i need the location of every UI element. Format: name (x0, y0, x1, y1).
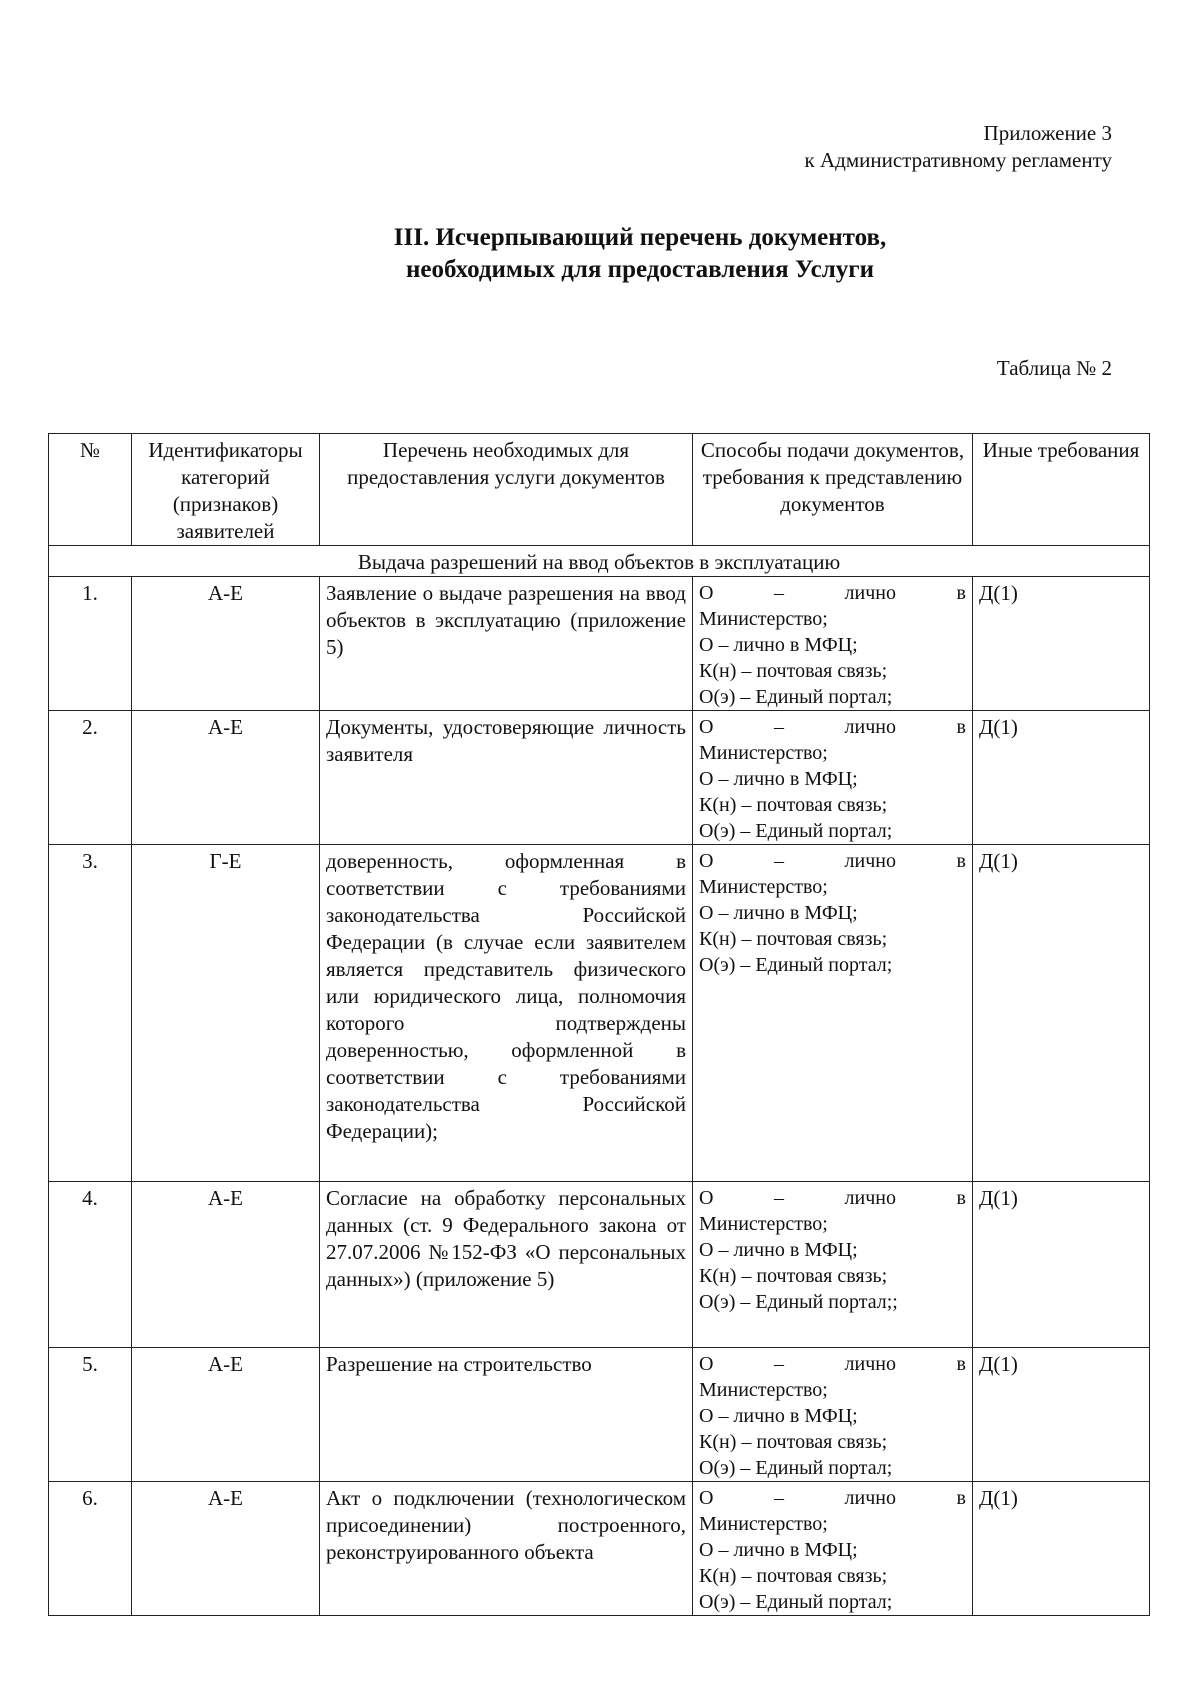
table-header-row (49, 434, 1150, 546)
section-title: Выдача разрешений на ввод объектов в эксплуатацию (49, 546, 1150, 577)
row-methods: О – лично в Министерство; О – лично в МФЦ; К(н) – почтовая связь; О(э) – Единый портал;; (693, 1182, 973, 1348)
row-other: Д(1) (973, 1482, 1150, 1616)
row-methods: О – лично в Министерство; О – лично в МФЦ; К(н) – почтовая связь; О(э) – Единый портал; (693, 1348, 973, 1482)
row-category: А-Е (132, 711, 320, 845)
row-category: А-Е (132, 1182, 320, 1348)
row-methods: О – лично в Министерство; О – лично в МФЦ; К(н) – почтовая связь; О(э) – Единый портал; (693, 577, 973, 711)
row-other: Д(1) (973, 1182, 1150, 1348)
column-header-methods: Способы подачи документов, требования к представлению документов (693, 434, 973, 546)
appendix-line-2: к Административному регламенту (804, 148, 1112, 172)
row-other: Д(1) (973, 845, 1150, 1182)
row-methods: О – лично в Министерство; О – лично в МФЦ; К(н) – почтовая связь; О(э) – Единый портал; (693, 1482, 973, 1616)
row-number: 2. (49, 711, 132, 845)
table-row (49, 1182, 1150, 1348)
row-number: 4. (49, 1182, 132, 1348)
table-row (49, 1482, 1150, 1616)
row-number: 3. (49, 845, 132, 1182)
table-row (49, 577, 1150, 711)
table-row (49, 711, 1150, 845)
row-document: Согласие на обработку персональных данных (ст. 9 Федерального закона от 27.07.2006 №152-ФЗ «О персональных данных») (приложение 5) (320, 1182, 693, 1348)
row-number: 1. (49, 577, 132, 711)
row-document: Заявление о выдаче разрешения на ввод объектов в эксплуатацию (приложение 5) (320, 577, 693, 711)
row-methods: О – лично в Министерство; О – лично в МФЦ; К(н) – почтовая связь; О(э) – Единый портал; (693, 711, 973, 845)
page-title (0, 222, 1200, 286)
row-other: Д(1) (973, 577, 1150, 711)
row-document: Документы, удостоверяющие личность заявителя (320, 711, 693, 845)
row-document: доверенность, оформленная в соответствии с требованиями законодательства Российской Федерации (в случае если заявителем является представитель физического или юридического лица, полномочия которого подтверждены доверенностью, оформленной в соответствии с требованиями законодательства Российской Федерации); (320, 845, 693, 1182)
table-row (49, 1348, 1150, 1482)
title-line-2: необходимых для предоставления Услуги (406, 256, 874, 283)
title-line-1: III. Исчерпывающий перечень документов, (393, 224, 887, 251)
column-header-categories: Идентификаторы категорий (признаков) заявителей (132, 434, 320, 546)
row-category: А-Е (132, 577, 320, 711)
row-document: Акт о подключении (технологическом присоединении) построенного, реконструированного объекта (320, 1482, 693, 1616)
column-header-number: № (49, 434, 132, 546)
row-other: Д(1) (973, 711, 1150, 845)
row-document: Разрешение на строительство (320, 1348, 693, 1482)
documents-table (48, 433, 1150, 1616)
table-number: Таблица № 2 (996, 356, 1112, 380)
row-number: 5. (49, 1348, 132, 1482)
row-category: А-Е (132, 1348, 320, 1482)
row-category: А-Е (132, 1482, 320, 1616)
section-row (49, 546, 1150, 577)
row-number: 6. (49, 1482, 132, 1616)
row-methods: О – лично в Министерство; О – лично в МФЦ; К(н) – почтовая связь; О(э) – Единый портал; (693, 845, 973, 1182)
row-other: Д(1) (973, 1348, 1150, 1482)
appendix-line-1: Приложение 3 (983, 121, 1112, 145)
column-header-other: Иные требования (973, 434, 1150, 546)
table-row (49, 845, 1150, 1182)
row-category: Г-Е (132, 845, 320, 1182)
column-header-documents: Перечень необходимых для предоставления услуги документов (320, 434, 693, 546)
appendix-note (805, 120, 1112, 174)
